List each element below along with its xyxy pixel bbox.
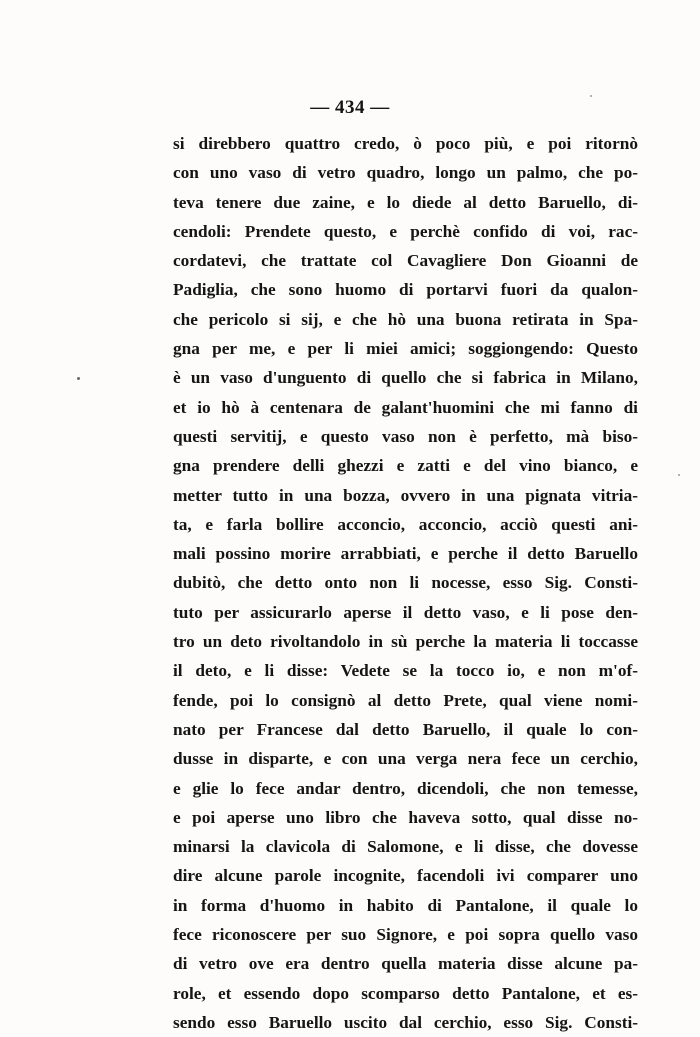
text-line: mali possino morire arrabbiati, e perche il detto Baruello — [173, 544, 638, 564]
text-line: fende, poi lo consignò al detto Prete, qual viene nomi- — [173, 690, 638, 710]
text-line: gna per me, e per li miei amici; soggiongendo: Questo — [173, 339, 638, 359]
text-line: metter tutto in una bozza, ovvero in una pignata vitria- — [173, 485, 638, 505]
text-line: tuto per assicurarlo aperse il detto vaso, e li pose den- — [173, 602, 638, 622]
text-line: nato per Francese dal detto Baruello, il quale lo con- — [173, 719, 638, 739]
text-line: ta, e farla bollire acconcio, acconcio, acciò questi ani- — [173, 514, 638, 534]
text-line: e glie lo fece andar dentro, dicendoli, che non temesse, — [173, 778, 638, 798]
text-line: sendo esso Baruello uscito dal cerchio, esso Sig. Consti- — [173, 1012, 638, 1032]
text-line: dusse in disparte, e con una verga nera fece un cerchio, — [173, 749, 638, 769]
text-line: minarsi la clavicola di Salomone, e li disse, che dovesse — [173, 837, 638, 857]
text-line: teva tenere due zaine, e lo diede al detto Baruello, di- — [173, 192, 638, 212]
print-speck — [678, 474, 680, 476]
text-line: dire alcune parole incognite, facendoli ivi comparer uno — [173, 866, 638, 886]
text-line: e poi aperse uno libro che haveva sotto, qual disse no- — [173, 807, 638, 827]
text-line: è un vaso d'unguento di quello che si fabrica in Milano, — [173, 368, 638, 388]
text-line: di vetro ove era dentro quella materia disse alcune pa- — [173, 954, 638, 974]
body-text — [173, 129, 638, 1037]
page-number: — 434 — — [310, 97, 390, 118]
text-line: role, et essendo dopo scomparso detto Pantalone, et es- — [173, 983, 638, 1003]
text-line: si direbbero quattro credo, ò poco più, e poi ritornò — [173, 134, 638, 153]
text-line: et io hò à centenara de galant'huomini che mi fanno di — [173, 397, 638, 417]
text-line: cordatevi, che trattate col Cavagliere Don Gioanni de — [173, 251, 638, 271]
print-speck — [590, 95, 592, 97]
text-line: questi servitij, e questo vaso non è perfetto, mà biso- — [173, 426, 638, 446]
print-speck — [77, 377, 80, 380]
text-line: cendoli: Prendete questo, e perchè confido di voi, rac- — [173, 221, 638, 241]
text-line: gna prendere delli ghezzi e zatti e del vino bianco, e — [173, 456, 638, 476]
text-line: fece riconoscere per suo Signore, e poi sopra quello vaso — [173, 925, 638, 945]
text-line: il deto, e li disse: Vedete se la tocco io, e non m'of- — [173, 661, 638, 681]
text-line: con uno vaso di vetro quadro, longo un palmo, che po- — [173, 163, 638, 183]
text-line: Padiglia, che sono huomo di portarvi fuori da qualon- — [173, 280, 638, 300]
text-line: dubitò, che detto onto non li nocesse, esso Sig. Consti- — [173, 573, 638, 593]
text-line: in forma d'huomo in habito di Pantalone, il quale lo — [173, 895, 638, 915]
text-line: tro un deto rivoltandolo in sù perche la materia li toccasse — [173, 632, 638, 652]
text-line: che pericolo si sij, e che hò una buona retirata in Spa- — [173, 309, 638, 329]
